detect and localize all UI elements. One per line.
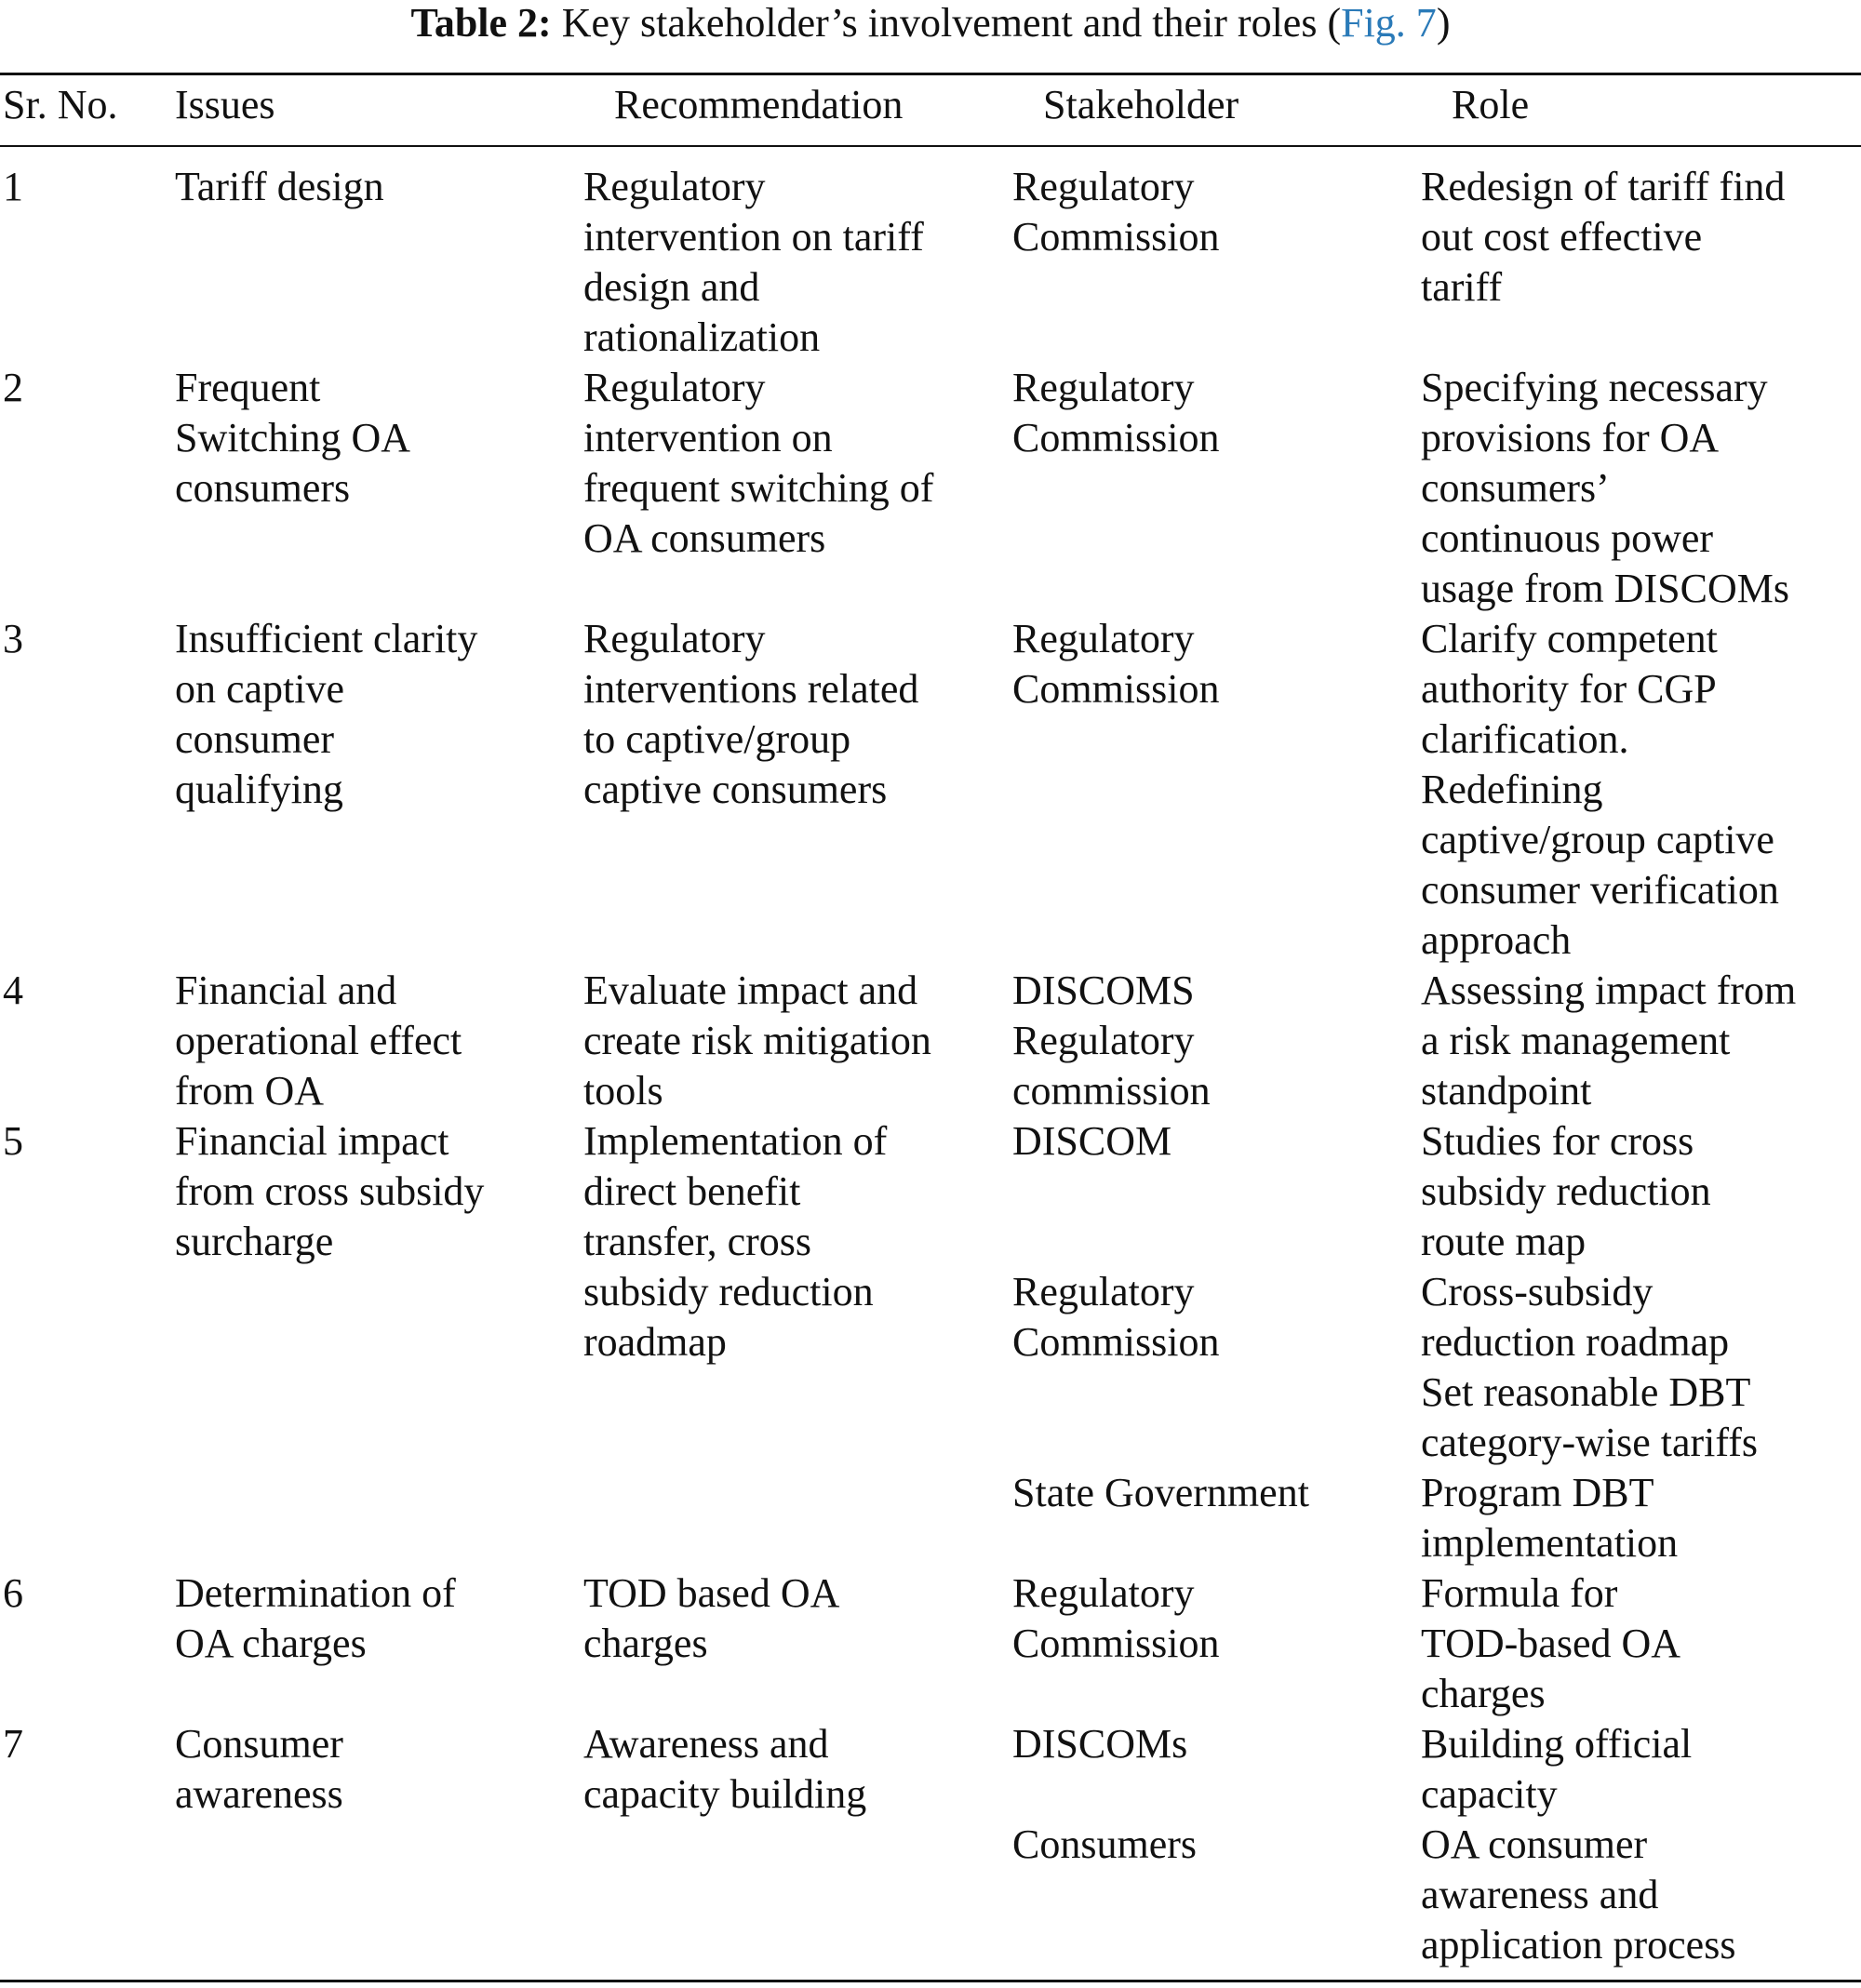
cell-issue bbox=[175, 1568, 456, 1669]
cell-sr-no: 7 bbox=[3, 1721, 23, 1767]
caption-label: Table 2: bbox=[410, 0, 552, 46]
cell-issue bbox=[175, 614, 477, 815]
cell-issue bbox=[175, 162, 384, 212]
cell-issue-line: OA charges bbox=[175, 1621, 367, 1666]
cell-sr-no: 5 bbox=[3, 1118, 23, 1164]
table-bottom-rule bbox=[0, 1980, 1861, 1982]
cell-stakeholder-line: Commission bbox=[1012, 666, 1220, 712]
cell-stakeholder-line: Regulatory bbox=[1012, 616, 1195, 661]
cell-recommendation-line: OA consumers bbox=[583, 515, 826, 561]
cell-role bbox=[1421, 1468, 1678, 1568]
cell-role bbox=[1421, 1116, 1711, 1267]
cell-recommendation-line: transfer, cross bbox=[583, 1219, 812, 1264]
cell-role-line: Formula for bbox=[1421, 1570, 1618, 1616]
cell-role bbox=[1421, 1267, 1758, 1468]
cell-issue-line: from cross subsidy bbox=[175, 1168, 485, 1214]
cell-stakeholder bbox=[1012, 162, 1220, 262]
cell-recommendation-line: interventions related bbox=[583, 666, 919, 712]
cell-role-line: standpoint bbox=[1421, 1068, 1592, 1114]
cell-stakeholder bbox=[1012, 1468, 1309, 1518]
table-top-rule bbox=[0, 73, 1861, 75]
cell-stakeholder-line: DISCOMS bbox=[1012, 967, 1195, 1013]
cell-issue-line: awareness bbox=[175, 1771, 343, 1817]
cell-role-line: Assessing impact from bbox=[1421, 967, 1797, 1013]
cell-role bbox=[1421, 162, 1785, 313]
cell-role-line: Building official bbox=[1421, 1721, 1693, 1767]
cell-role-line: route map bbox=[1421, 1219, 1587, 1264]
cell-role-line: Redefining bbox=[1421, 767, 1603, 812]
cell-role-line: usage from DISCOMs bbox=[1421, 566, 1789, 611]
cell-stakeholder bbox=[1012, 1820, 1197, 1870]
cell-sr-no: 3 bbox=[3, 616, 23, 661]
cell-issue-line: from OA bbox=[175, 1068, 325, 1114]
cell-issue-line: operational effect bbox=[175, 1018, 462, 1063]
cell-recommendation-line: Evaluate impact and bbox=[583, 967, 918, 1013]
cell-role-line: Redesign of tariff find bbox=[1421, 164, 1786, 209]
cell-role-line: capacity bbox=[1421, 1771, 1558, 1817]
cell-sr-no: 6 bbox=[3, 1570, 23, 1616]
cell-issue bbox=[175, 1719, 343, 1820]
cell-recommendation-line: Regulatory bbox=[583, 164, 766, 209]
header-issues: Issues bbox=[175, 82, 275, 127]
cell-role bbox=[1421, 1719, 1692, 1820]
table-header-rule bbox=[0, 145, 1861, 147]
cell-role-line: TOD-based OA bbox=[1421, 1621, 1681, 1666]
cell-role-line: OA consumer bbox=[1421, 1821, 1648, 1867]
cell-recommendation-line: Regulatory bbox=[583, 365, 766, 410]
cell-issue-line: consumers bbox=[175, 465, 351, 511]
cell-recommendation-line: TOD based OA bbox=[583, 1570, 840, 1616]
cell-role-line: consumer verification bbox=[1421, 867, 1779, 913]
cell-stakeholder-line: Commission bbox=[1012, 214, 1220, 260]
header-stakeholder: Stakeholder bbox=[1043, 82, 1239, 127]
cell-recommendation-line: intervention on bbox=[583, 415, 833, 460]
cell-role-line: tariff bbox=[1421, 264, 1503, 310]
cell-role-line: Studies for cross bbox=[1421, 1118, 1694, 1164]
cell-recommendation-line: frequent switching of bbox=[583, 465, 934, 511]
cell-stakeholder-line: Regulatory bbox=[1012, 164, 1195, 209]
cell-role bbox=[1421, 614, 1779, 966]
cell-role bbox=[1421, 966, 1796, 1116]
cell-recommendation bbox=[583, 1568, 839, 1669]
cell-issue-line: Tariff design bbox=[175, 164, 384, 209]
cell-role-line: subsidy reduction bbox=[1421, 1168, 1711, 1214]
cell-issue-line: consumer bbox=[175, 716, 335, 762]
caption-text: Key stakeholder’s involvement and their roles ( bbox=[561, 0, 1342, 46]
cell-stakeholder-line: Commission bbox=[1012, 1621, 1220, 1666]
cell-recommendation-line: rationalization bbox=[583, 314, 821, 360]
cell-role-line: category-wise tariffs bbox=[1421, 1420, 1759, 1465]
cell-role-line: Set reasonable DBT bbox=[1421, 1369, 1751, 1415]
cell-role bbox=[1421, 1568, 1680, 1719]
cell-role-line: Clarify competent bbox=[1421, 616, 1718, 661]
cell-role-line: clarification. bbox=[1421, 716, 1629, 762]
cell-stakeholder-line: Regulatory bbox=[1012, 1018, 1195, 1063]
cell-recommendation-line: subsidy reduction bbox=[583, 1269, 874, 1314]
cell-stakeholder-line: DISCOMs bbox=[1012, 1721, 1188, 1767]
cell-role-line: provisions for OA bbox=[1421, 415, 1720, 460]
cell-recommendation-line: design and bbox=[583, 264, 760, 310]
cell-recommendation bbox=[583, 1116, 887, 1368]
cell-role-line: Program DBT bbox=[1421, 1470, 1654, 1515]
cell-role-line: charges bbox=[1421, 1671, 1546, 1716]
cell-stakeholder-line: Commission bbox=[1012, 1319, 1220, 1365]
cell-recommendation-line: direct benefit bbox=[583, 1168, 801, 1214]
cell-stakeholder bbox=[1012, 614, 1220, 714]
header-recommendation: Recommendation bbox=[614, 82, 904, 127]
cell-role-line: approach bbox=[1421, 917, 1572, 963]
cell-recommendation-line: Regulatory bbox=[583, 616, 766, 661]
cell-recommendation-line: Awareness and bbox=[583, 1721, 829, 1767]
cell-issue-line: surcharge bbox=[175, 1219, 334, 1264]
cell-issue-line: Consumer bbox=[175, 1721, 343, 1767]
cell-issue-line: Financial and bbox=[175, 967, 397, 1013]
cell-stakeholder-line: commission bbox=[1012, 1068, 1211, 1114]
cell-role-line: Cross-subsidy bbox=[1421, 1269, 1653, 1314]
cell-stakeholder-line: Regulatory bbox=[1012, 1269, 1195, 1314]
cell-role-line: reduction roadmap bbox=[1421, 1319, 1730, 1365]
cell-issue-line: Financial impact bbox=[175, 1118, 449, 1164]
cell-stakeholder-line: Regulatory bbox=[1012, 1570, 1195, 1616]
cell-role-line: captive/group captive bbox=[1421, 817, 1774, 862]
cell-recommendation-line: create risk mitigation bbox=[583, 1018, 931, 1063]
cell-stakeholder bbox=[1012, 966, 1211, 1116]
cell-stakeholder-line: Regulatory bbox=[1012, 365, 1195, 410]
cell-sr-no: 4 bbox=[3, 967, 23, 1013]
cell-role-line: a risk management bbox=[1421, 1018, 1731, 1063]
cell-role-line: authority for CGP bbox=[1421, 666, 1717, 712]
cell-role bbox=[1421, 1820, 1735, 1970]
cell-issue-line: Frequent bbox=[175, 365, 321, 410]
cell-stakeholder-line: DISCOM bbox=[1012, 1118, 1172, 1164]
header-sr-no: Sr. No. bbox=[3, 82, 118, 127]
cell-stakeholder-line: Commission bbox=[1012, 415, 1220, 460]
figure-link[interactable]: Fig. 7 bbox=[1341, 0, 1437, 46]
cell-stakeholder bbox=[1012, 363, 1220, 463]
cell-issue-line: Insufficient clarity bbox=[175, 616, 478, 661]
cell-recommendation-line: roadmap bbox=[583, 1319, 727, 1365]
cell-issue bbox=[175, 966, 462, 1116]
cell-issue-line: qualifying bbox=[175, 767, 343, 812]
cell-stakeholder bbox=[1012, 1116, 1171, 1167]
table-caption bbox=[0, 0, 1861, 47]
cell-role-line: consumers’ bbox=[1421, 465, 1610, 511]
cell-issue-line: Determination of bbox=[175, 1570, 456, 1616]
cell-sr-no: 1 bbox=[3, 164, 23, 209]
cell-recommendation-line: capacity building bbox=[583, 1771, 867, 1817]
cell-role-line: out cost effective bbox=[1421, 214, 1703, 260]
cell-recommendation-line: captive consumers bbox=[583, 767, 888, 812]
cell-role-line: implementation bbox=[1421, 1520, 1679, 1566]
cell-role-line: continuous power bbox=[1421, 515, 1714, 561]
cell-stakeholder bbox=[1012, 1719, 1187, 1769]
cell-recommendation-line: intervention on tariff bbox=[583, 214, 924, 260]
cell-role bbox=[1421, 363, 1789, 614]
cell-issue bbox=[175, 363, 410, 514]
cell-role-line: application process bbox=[1421, 1922, 1736, 1968]
cell-recommendation-line: to captive/group bbox=[583, 716, 851, 762]
cell-issue-line: Switching OA bbox=[175, 415, 410, 460]
cell-recommendation bbox=[583, 1719, 866, 1820]
cell-role-line: Specifying necessary bbox=[1421, 365, 1768, 410]
cell-sr-no: 2 bbox=[3, 365, 23, 410]
cell-stakeholder-line: Consumers bbox=[1012, 1821, 1197, 1867]
cell-role-line: awareness and bbox=[1421, 1872, 1659, 1917]
cell-stakeholder bbox=[1012, 1568, 1220, 1669]
cell-issue-line: on captive bbox=[175, 666, 345, 712]
caption-text-end: ) bbox=[1436, 0, 1451, 46]
cell-recommendation-line: charges bbox=[583, 1621, 708, 1666]
cell-recommendation bbox=[583, 162, 924, 363]
cell-recommendation bbox=[583, 966, 931, 1116]
cell-recommendation-line: Implementation of bbox=[583, 1118, 888, 1164]
cell-stakeholder-line: State Government bbox=[1012, 1470, 1309, 1515]
cell-recommendation bbox=[583, 614, 918, 815]
cell-issue bbox=[175, 1116, 484, 1267]
header-role: Role bbox=[1452, 82, 1530, 127]
cell-recommendation-line: tools bbox=[583, 1068, 663, 1114]
cell-stakeholder bbox=[1012, 1267, 1220, 1368]
cell-recommendation bbox=[583, 363, 933, 564]
